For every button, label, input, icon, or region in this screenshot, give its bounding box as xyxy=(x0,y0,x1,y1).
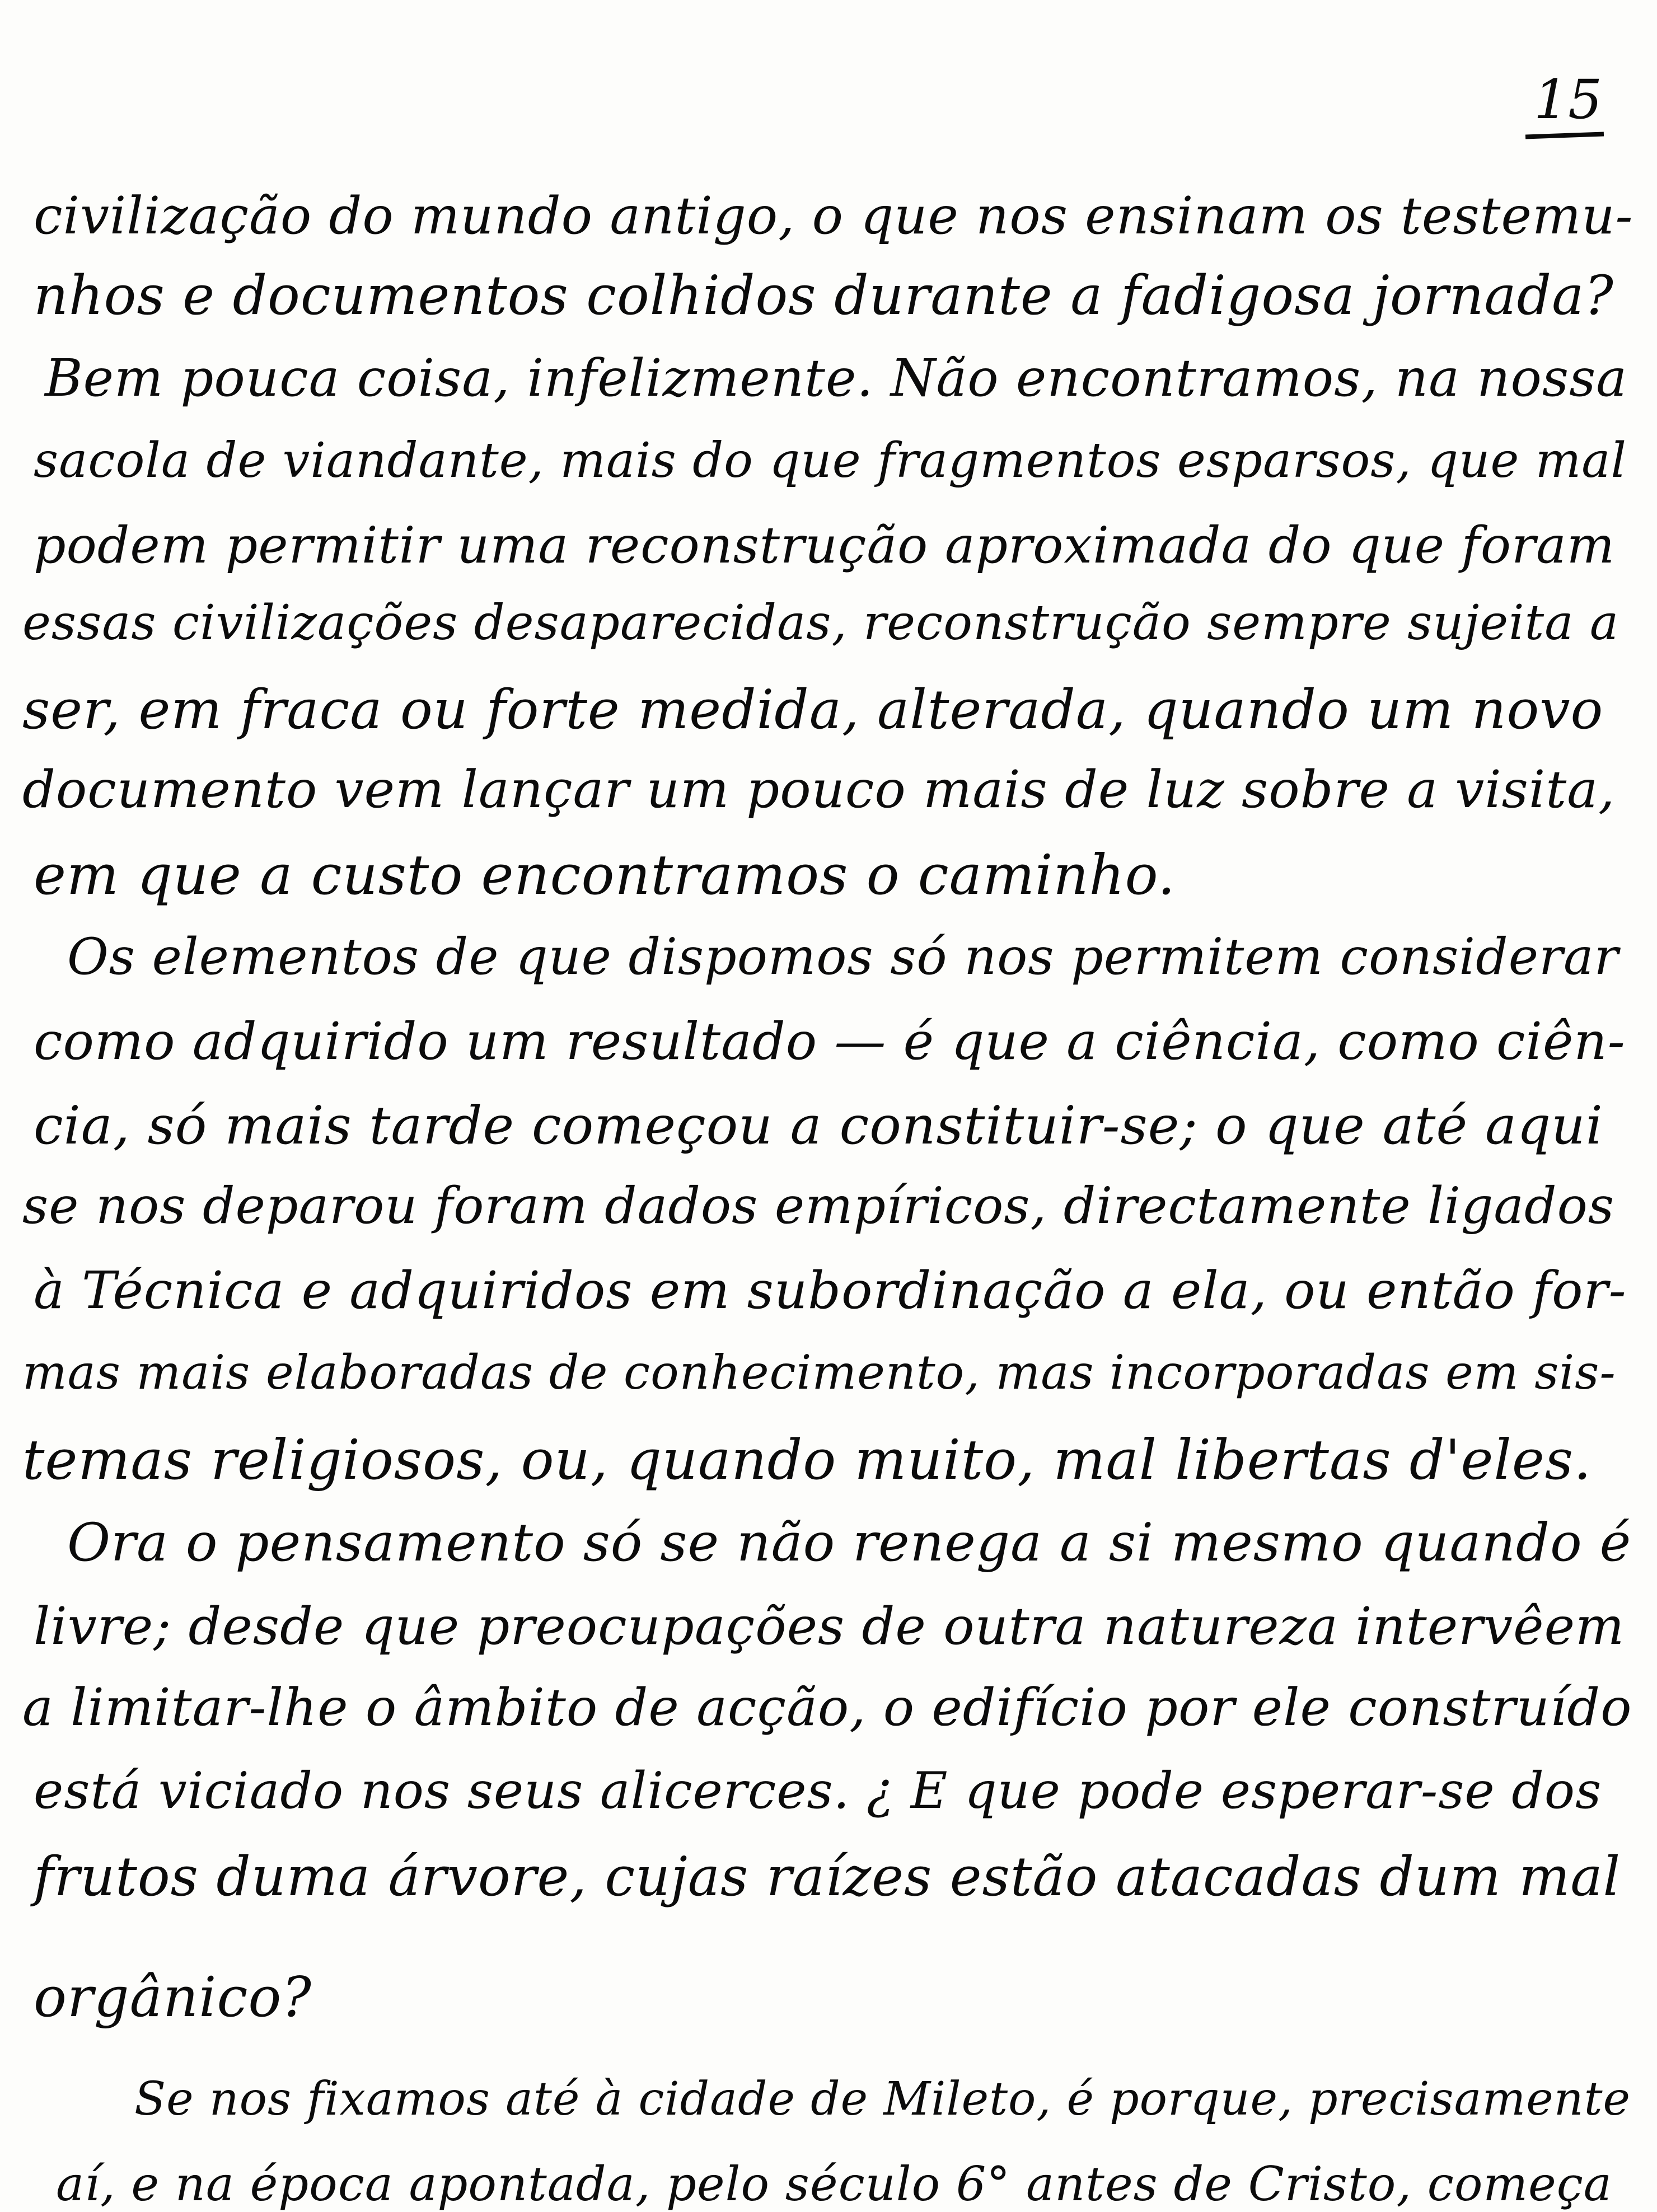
text-line: se nos deparou foram dados empíricos, directamente ligados xyxy=(22,1177,1615,1235)
text-line: mas mais elaboradas de conhecimento, mas incorporadas em sis- xyxy=(22,1345,1616,1400)
text-line: essas civilizações desaparecidas, reconstrução sempre sujeita a xyxy=(22,595,1619,651)
page-number-underline xyxy=(1525,132,1604,139)
text-line: sacola de viandante, mais do que fragmentos esparsos, que mal xyxy=(34,433,1627,489)
text-line: como adquirido um resultado — é que a ciência, como ciên- xyxy=(34,1011,1626,1071)
text-line: Os elementos de que dispomos só nos permitem considerar xyxy=(67,927,1619,986)
text-line: podem permitir uma reconstrução aproximada do que foram xyxy=(34,516,1616,575)
text-line: está viciado nos seus alicerces. ¿ E que pode esperar-se dos xyxy=(34,1761,1602,1820)
text-line: documento vem lançar um pouco mais de luz sobre a visita, xyxy=(22,760,1616,819)
text-line: civilização do mundo antigo, o que nos ensinam os testemu- xyxy=(34,186,1633,246)
text-line: Ora o pensamento só se não renega a si mesmo quando é xyxy=(67,1512,1632,1573)
text-line: nhos e documentos colhidos durante a fadigosa jornada? xyxy=(34,264,1614,327)
text-line: à Técnica e adquiridos em subordinação a ela, ou então for- xyxy=(34,1260,1627,1320)
text-line: Se nos fixamos até à cidade de Mileto, é porque, precisamente xyxy=(134,2073,1631,2126)
text-line: aí, e na época apontada, pelo século 6° antes de Cristo, começa xyxy=(56,2157,1612,2211)
text-line: a limitar-lhe o âmbito de acção, o edifício por ele construído xyxy=(22,1677,1632,1737)
text-line: frutos duma árvore, cujas raízes estão atacadas dum mal xyxy=(34,1845,1621,1908)
text-line: temas religiosos, ou, quando muito, mal libertas d'eles. xyxy=(22,1428,1592,1492)
text-line: livre; desde que preocupações de outra natureza intervêem xyxy=(34,1596,1625,1656)
text-line: Bem pouca coisa, infelizmente. Não encontramos, na nossa xyxy=(45,348,1628,408)
page-number: 15 xyxy=(1534,68,1603,131)
text-line: ser, em fraca ou forte medida, alterada, quando um novo xyxy=(22,678,1604,741)
text-line: cia, só mais tarde começou a constituir-se; o que até aqui xyxy=(34,1095,1603,1156)
text-line: orgânico? xyxy=(34,1966,312,2030)
text-line: em que a custo encontramos o caminho. xyxy=(34,843,1176,907)
